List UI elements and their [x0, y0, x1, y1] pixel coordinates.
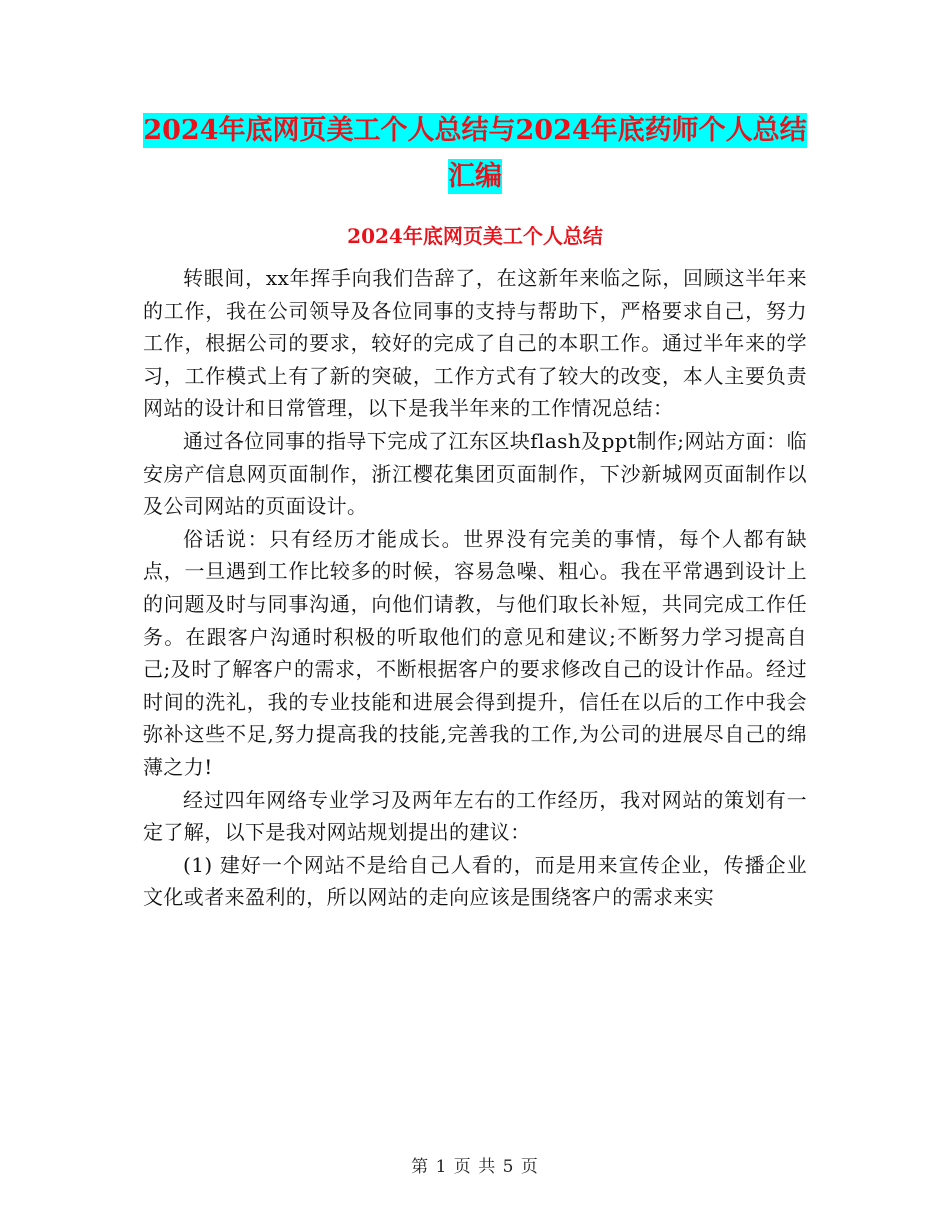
paragraph-3: 俗话说：只有经历才能成长。世界没有完美的事情，每个人都有缺点，一旦遇到工作比较多的时候，容易急噪、粗心。我在平常遇到设计上的问题及时与同事沟通，向他们请教，与他们取长补短，共同完成工作任务。在跟客户沟通时积极的听取他们的意见和建议;不断努力学习提高自己;及时了解客户的需求，不断根据客户的要求修改自己的设计作品。经过时间的洗礼，我的专业技能和进展会得到提升，信任在以后的工作中我会弥补这些不足,努力提高我的技能,完善我的工作,为公司的进展尽自己的绵薄之力!	[143, 526, 807, 779]
paragraph-1: 转眼间，xx年挥手向我们告辞了，在这新年来临之际，回顾这半年来的工作，我在公司领导及各位同事的支持与帮助下，严格要求自己，努力工作，根据公司的要求，较好的完成了自己的本职工作。通过半年来的学习，工作模式上有了新的突破，工作方式有了较大的改变，本人主要负责网站的设计和日常管理，以下是我半年来的工作情况总结：	[143, 266, 807, 421]
paragraph-2: 通过各位同事的指导下完成了江东区块flash及ppt制作;网站方面：临安房产信息网页面制作，浙江樱花集团页面制作，下沙新城网页面制作以及公司网站的页面设计。	[143, 428, 807, 519]
paragraph-5: (1) 建好一个网站不是给自己人看的，而是用来宣传企业，传播企业文化或者来盈利的，所以网站的走向应该是围绕客户的需求来实	[143, 852, 807, 910]
page-footer: 第 1 页 共 5 页	[411, 1157, 539, 1177]
document-body	[143, 262, 807, 914]
document-title-line-1: 2024年底网页美工个人总结与2024年底药师个人总结	[143, 115, 807, 146]
paragraph-4: 经过四年网络专业学习及两年左右的工作经历，我对网站的策划有一定了解，以下是我对网站规划提出的建议：	[143, 787, 807, 845]
document-title	[140, 108, 810, 200]
document-title-line-2: 汇编	[448, 161, 502, 192]
section-title: 2024年底网页美工个人总结	[347, 224, 603, 248]
